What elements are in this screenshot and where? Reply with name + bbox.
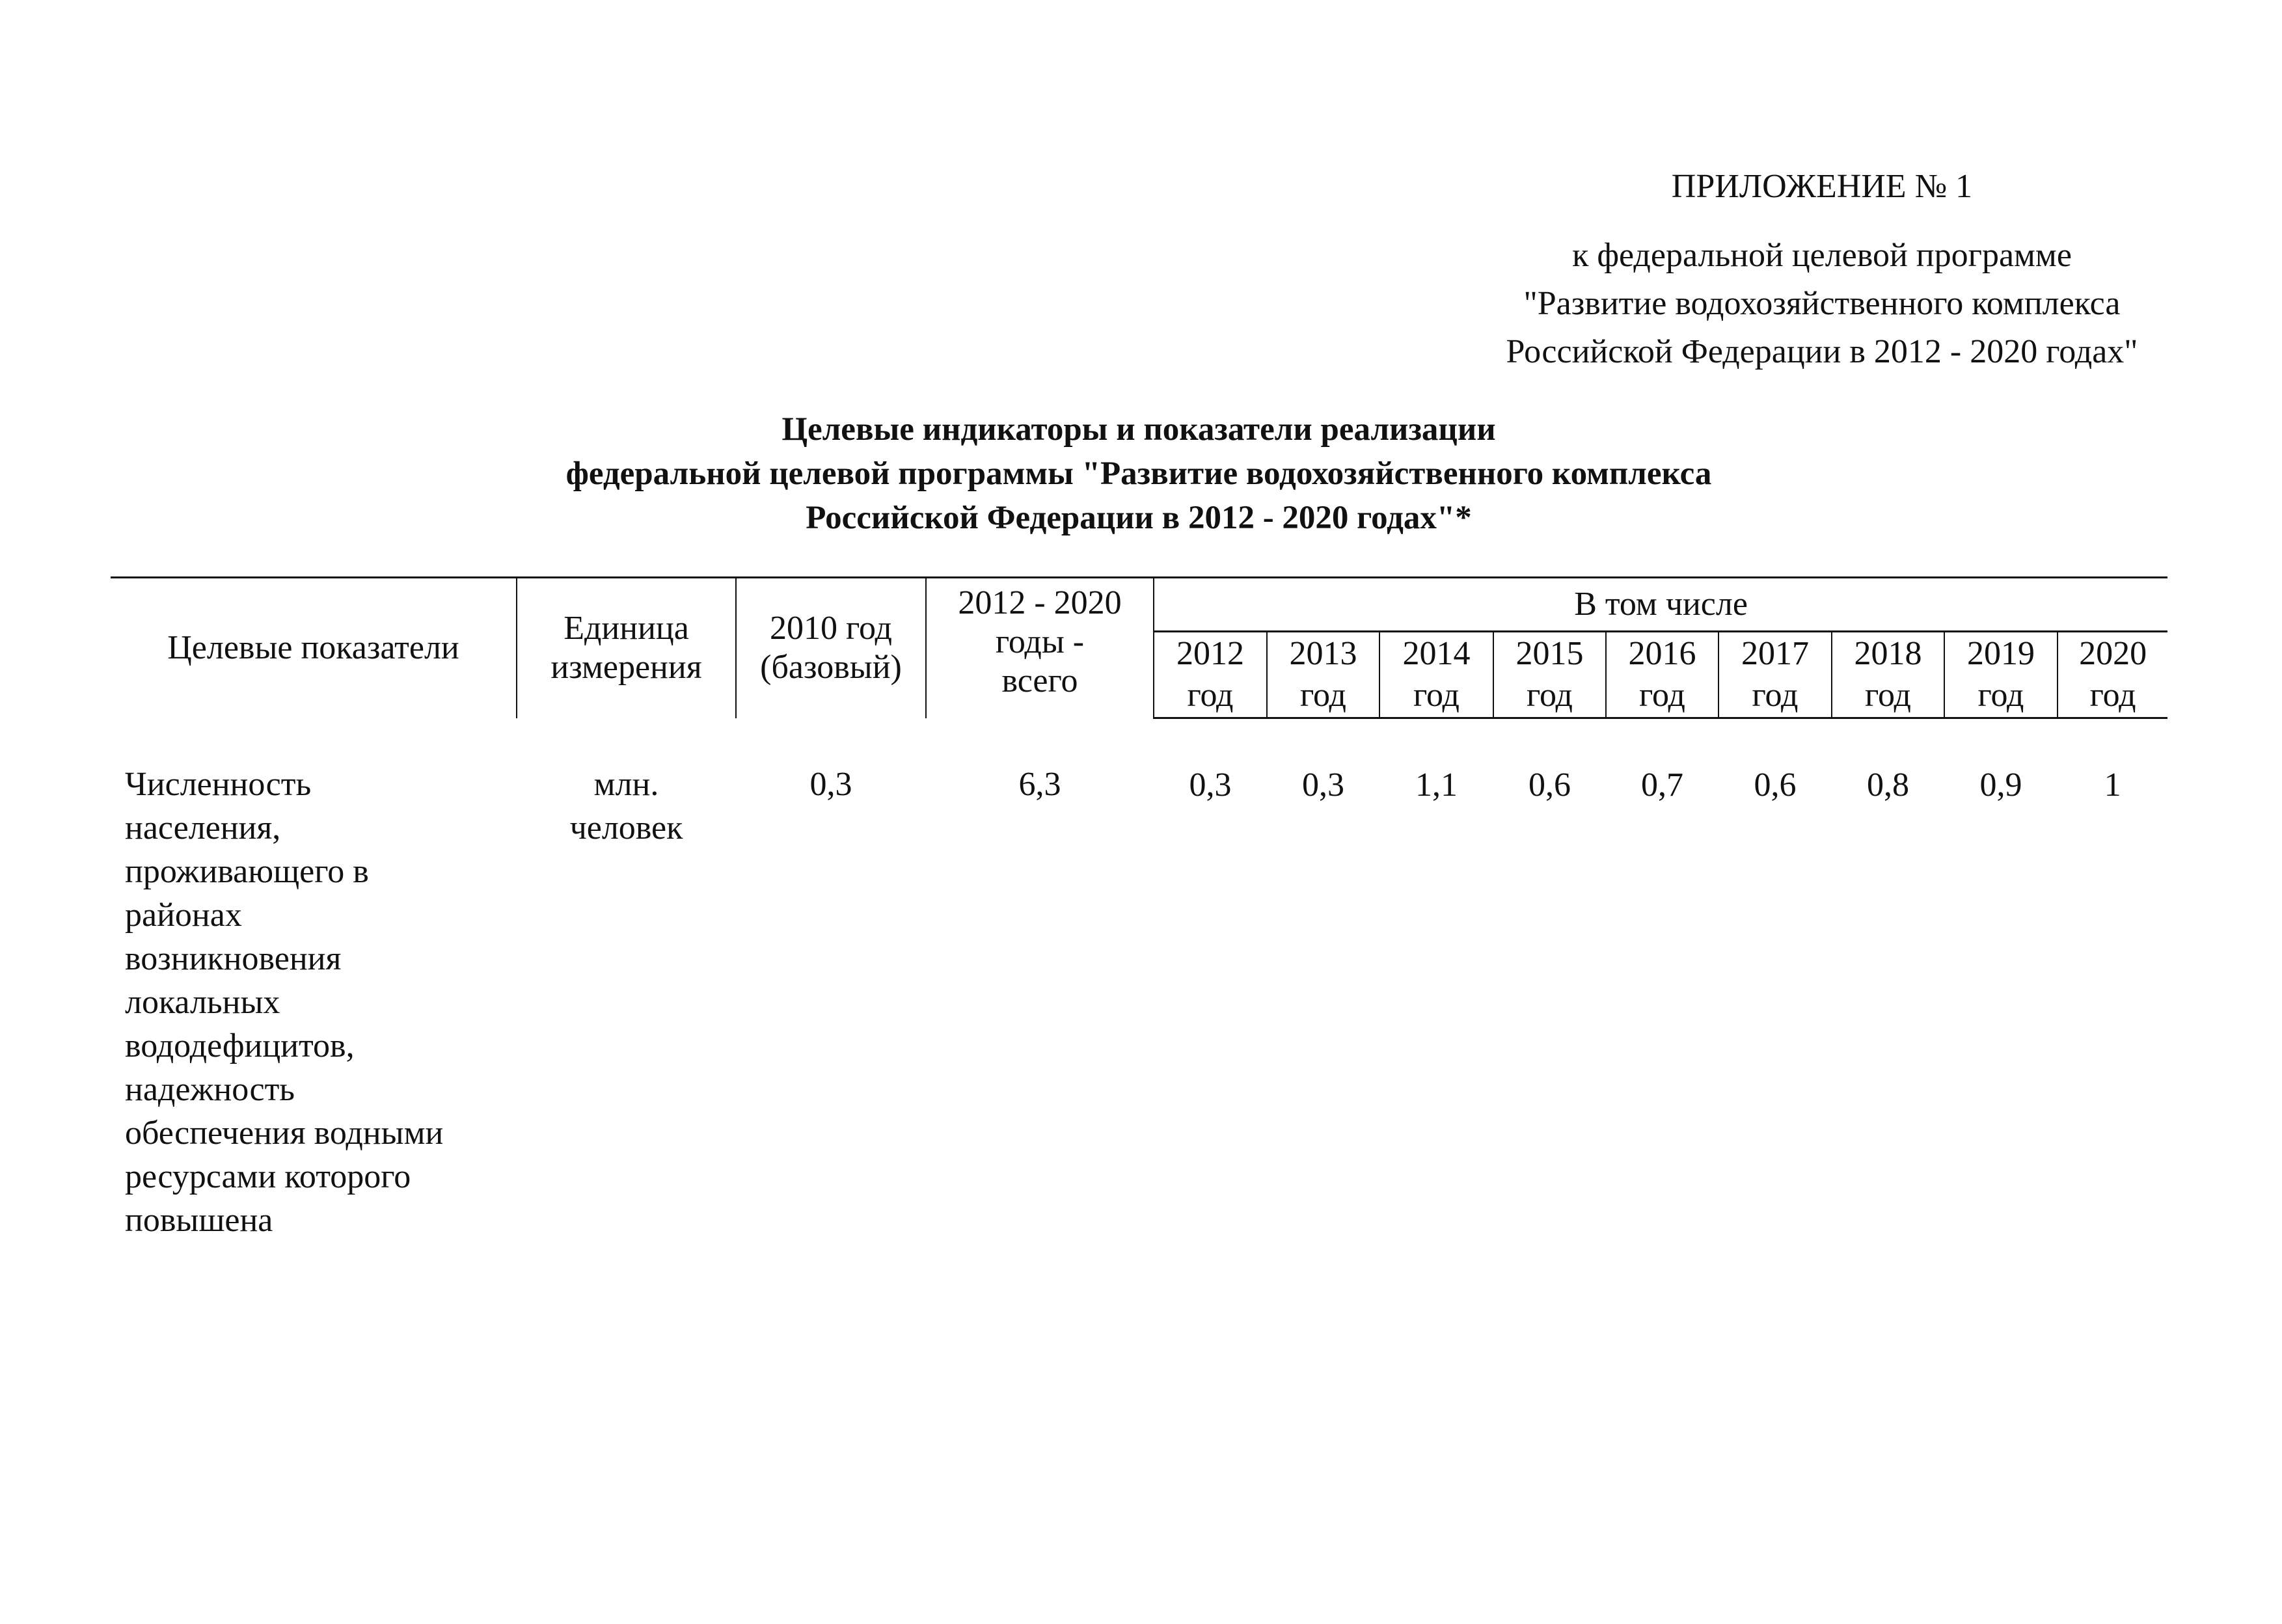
header-year-2015: 2015 год [1493,632,1606,718]
cell-2017: 0,6 [1754,766,1797,804]
header-unit: Единица измерения [517,578,736,718]
header-year-2017: 2017 год [1718,632,1832,718]
header-year-2019: 2019 год [1944,632,2058,718]
cell-2014: 1,1 [1415,766,1458,804]
cell-2016: 0,7 [1641,766,1683,804]
header-year-2012: 2012 год [1154,632,1267,718]
cell-total: 6,3 [1018,765,1061,803]
title-line: Российской Федерации в 2012 - 2020 годах"* [806,500,1472,536]
title-line: федеральной целевой программы "Развитие водохозяйственного комплекса [565,455,1712,492]
header-year-2018: 2018 год [1832,632,1944,718]
appendix-block [1497,163,2147,376]
cell-2013: 0,3 [1302,766,1344,804]
appendix-line: Российской Федерации в 2012 - 2020 годах" [1506,333,2138,370]
indicators-table [111,576,2167,1243]
header-indicator: Целевые показатели [111,578,517,718]
cell-base: 0,3 [809,765,852,803]
cell-indicator: Численность населения, проживающего в районах возникновения локальных вододефицитов, надежность обеспечения водными ресурсами которого повышена [125,765,444,1239]
header-including: В том числе [1154,578,2167,632]
cell-unit: млн. человек [569,765,683,846]
appendix-line: к федеральной целевой программе [1572,237,2072,274]
table-row [111,718,2167,1243]
header-base-year: 2010 год (базовый) [736,578,926,718]
cell-2018: 0,8 [1867,766,1909,804]
cell-2012: 0,3 [1189,766,1232,804]
document-title [111,407,2167,540]
title-line: Целевые индикаторы и показатели реализации [781,411,1496,448]
cell-2020: 1 [2104,766,2121,804]
header-total: 2012 - 2020 годы - всего [926,578,1154,718]
header-year-2013: 2013 год [1267,632,1379,718]
appendix-line: "Развитие водохозяйственного комплекса [1523,285,2121,322]
header-year-2020: 2020 год [2058,632,2167,718]
header-year-2014: 2014 год [1379,632,1493,718]
cell-2019: 0,9 [1979,766,2022,804]
header-year-2016: 2016 год [1606,632,1718,718]
cell-2015: 0,6 [1528,766,1571,804]
appendix-number: ПРИЛОЖЕНИЕ № 1 [1671,168,1973,205]
